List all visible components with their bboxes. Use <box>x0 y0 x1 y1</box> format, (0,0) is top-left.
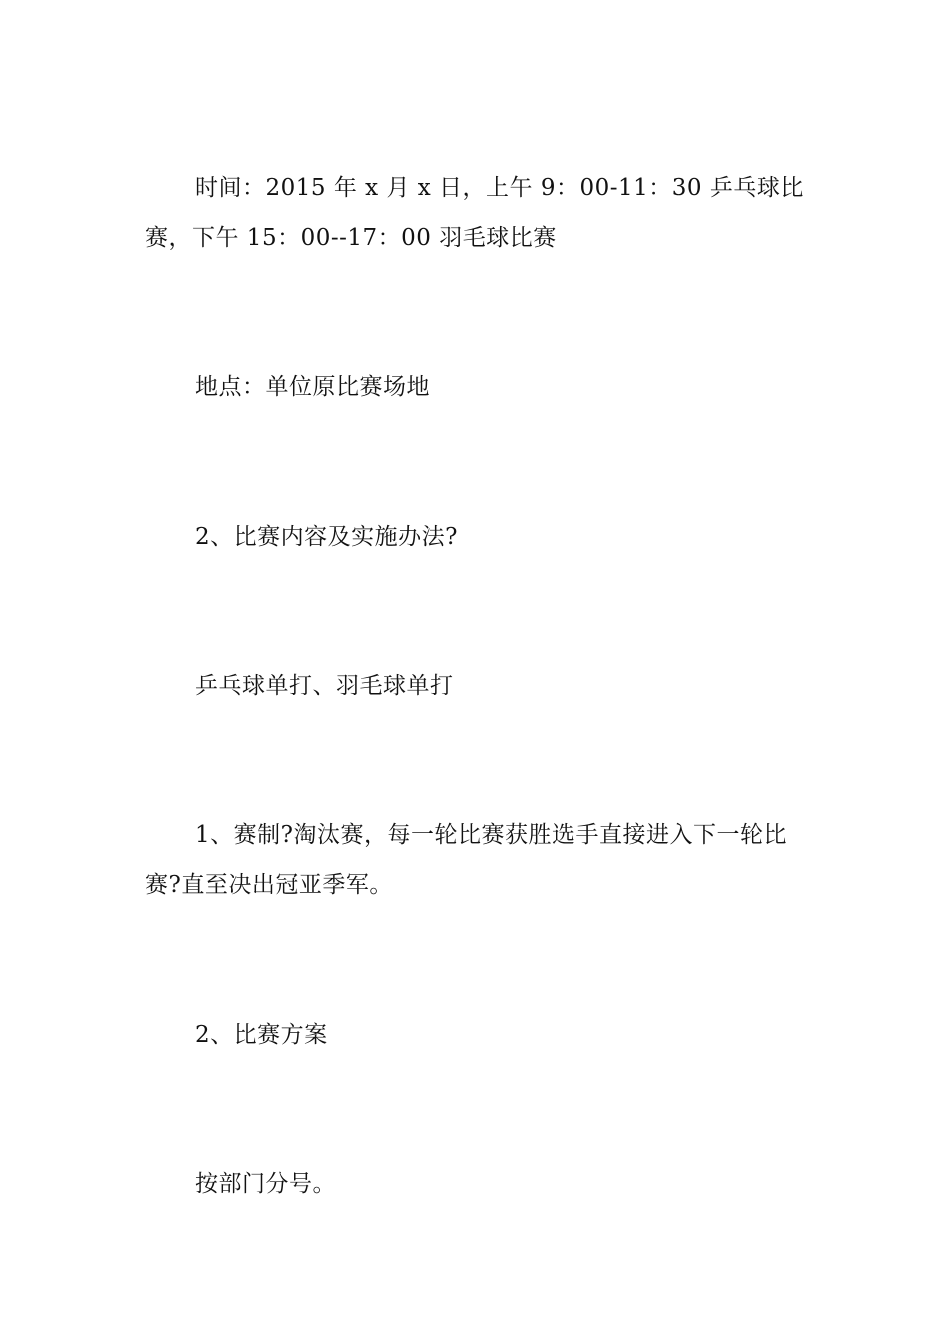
paragraph-location: 地点：单位原比赛场地 <box>195 374 430 400</box>
paragraph-time: 时间：2015 年 x 月 x 日，上午 9：00-11：30 乒乓球比赛，下午 15：00--17：00 羽毛球比赛 <box>145 175 804 251</box>
paragraph-format: 1、赛制?淘汰赛，每一轮比赛获胜选手直接进入下一轮比赛?直至决出冠亚季军。 <box>145 822 787 898</box>
paragraph-grouping: 按部门分号。 <box>195 1171 336 1197</box>
paragraph-events: 乒乓球单打、羽毛球单打 <box>195 673 454 699</box>
paragraph-heading-content-methods: 2、比赛内容及实施办法? <box>195 524 458 550</box>
paragraph-heading-plan: 2、比赛方案 <box>195 1022 328 1048</box>
